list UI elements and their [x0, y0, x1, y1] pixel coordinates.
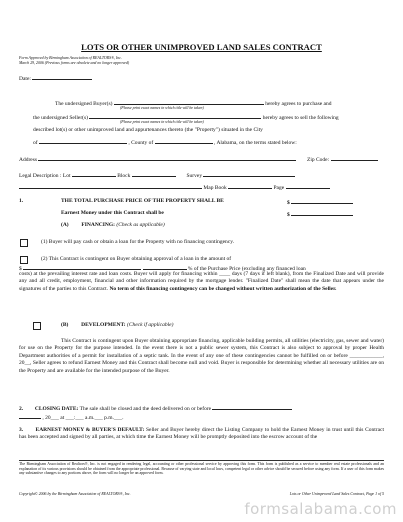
seller-hint: (Please print exact names in which title will be taken) [120, 120, 204, 124]
section-1-title: THE TOTAL PURCHASE PRICE OF THE PROPERTY SHALL BE [61, 198, 224, 204]
zip-line[interactable] [331, 155, 378, 161]
loan-terms-text [19, 271, 384, 293]
disclaimer-text: The Birmingham Association of Realtors®, Inc. is not engaged in rendering legal, accounting or other professional service by approving this form. This form is published as a service to member real estate professionals and an explanation of its various provisions should be obtained from the appropriate professional. Because of varying state and local laws, competent legal or other advice should be secured before using any form. If a user of this form makes any substantive changes to any portions above, the form will no longer be an approved form. [19, 462, 384, 476]
loan-option-checkbox[interactable] [20, 256, 28, 264]
city-label: of [33, 140, 38, 146]
footer-divider [19, 460, 384, 461]
block-line[interactable] [132, 171, 176, 177]
earnest-money-label: Earnest Money under this Contract shall be [61, 210, 164, 216]
page-label: Page [273, 185, 285, 191]
page-line[interactable] [286, 183, 330, 189]
page-title: LOTS OR OTHER UNIMPROVED LAND SALES CONTRACT [81, 42, 322, 52]
closing-day-line[interactable] [19, 413, 41, 419]
seller-name-line[interactable] [89, 113, 261, 119]
section-3-text [19, 427, 384, 442]
described-text: described lot(s) or other unimproved land and appurtenances thereto (the "Property") situated in the City [33, 127, 263, 133]
development-text: This Contract is contingent upon Buyer obtaining appropriate financing, applicable building permits, all utilities (electricity, gas, sewer and water) for use on the Property for the purpose intended. In the event there is not a public sewer system, this Contract is also subject to approval by proper Health Department authorities of a permit for installation of a septic tank. In the event of any one of these contingencies cannot be fulfilled on or before ____________, 20__, Seller agrees to refund Earnest Money and this Contract shall become null and void. Buyer is responsible for determining whether all necessary utilities are on the Property and are available for the intended purpose of the Buyer. [19, 338, 384, 374]
form-date-note: March 29, 2006 (Previous forms are obsolete and no longer approved) [19, 61, 130, 65]
map-prefix-line[interactable] [19, 183, 202, 189]
lot-line[interactable] [72, 171, 116, 177]
closing-date-line[interactable] [212, 404, 292, 410]
earnest-field [287, 210, 353, 218]
closing-row-2 [19, 413, 124, 421]
map-book-label: Map Book [203, 185, 227, 191]
loan-amount-line[interactable] [23, 264, 141, 270]
financing-letter: (A) [61, 222, 69, 228]
price-dollar-sign: $ [287, 200, 290, 206]
section-2-title: CLOSING DATE: [34, 406, 79, 412]
survey-line[interactable] [203, 171, 295, 177]
earnest-dollar-sign: $ [287, 212, 290, 218]
buyer-agreement-text: hereby agrees to purchase and [265, 101, 332, 107]
copyright-text: Copyright© 2006 by the Birmingham Association of REALTORS®, Inc. [19, 492, 131, 496]
cash-option-text: (1) Buyer will pay cash or obtain a loan for the Property with no financing contingency. [41, 239, 235, 245]
block-label: Block [117, 173, 131, 179]
section-3-body: Seller and Buyer hereby direct the Listing Company to hold the Earnest Money in trust until this Contract has been accepted and signed by all parties, at which time the Earnest Money will be promptly deposited into the escrow account of the [19, 427, 385, 441]
survey-label: Survey [186, 173, 203, 179]
county-label: , County of [128, 140, 154, 146]
closing-text: The sale shall be closed and the deed delivered on or before [79, 406, 212, 412]
price-line[interactable] [291, 198, 353, 204]
form-approval-note: Form Approved by Birmingham Association of REALTORS®, Inc. [19, 56, 122, 60]
map-row [19, 183, 330, 191]
section-3-title: EARNEST MONEY & BUYER'S DEFAULT: [35, 427, 145, 433]
date-label: Date: [19, 76, 31, 82]
date-field[interactable] [19, 74, 92, 82]
buyer-label: The undersigned Buyer(s) [55, 101, 113, 107]
loan-percent-line[interactable] [143, 264, 187, 270]
map-book-line[interactable] [228, 183, 272, 189]
development-hint: (Check if applicable) [126, 322, 174, 328]
loan-option-text: (2) This Contract is contingent on Buyer obtaining approval of a loan in the amount of [41, 256, 232, 262]
financing-heading [61, 222, 165, 228]
alabama-text: , Alabama, on the terms stated below: [214, 140, 297, 146]
cash-option-checkbox[interactable] [20, 239, 28, 247]
page-number-text: Lots or Other Unimproved Land Sales Contract, Page 1 of 5 [289, 492, 384, 496]
city-county-row [33, 138, 297, 146]
address-label: Address [19, 157, 38, 163]
loan-terms-body: costs) at the prevailing interest rate and loan costs. Buyer will apply for financing within ____ days (7 days if left blank), from the Finalized Date and will provide any and all credit, employment, financial and other information required by the mortgage lender. "Finalized Date" shall mean the date that appears under the signatures of the parties to this Contract. [19, 271, 384, 292]
financing-title: FINANCING: [81, 222, 116, 228]
development-checkbox[interactable] [33, 322, 41, 330]
seller-label: the undersigned Seller(s) [33, 115, 88, 121]
closing-time-text: , 20___ at ___:___ a.m.___ p.m.___. [42, 415, 124, 421]
seller-agreement-text: hereby agrees to sell the following [262, 115, 339, 121]
section-1-number: 1. [19, 198, 24, 204]
buyer-name-line[interactable] [114, 99, 264, 105]
section-2-number: 2. [19, 406, 24, 412]
city-line[interactable] [39, 138, 127, 144]
legal-lot-label: Legal Description : Lot [19, 173, 71, 179]
date-input-line[interactable] [32, 74, 92, 80]
financing-hint: (Check as applicable) [116, 222, 165, 228]
closing-row [19, 404, 292, 412]
section-3-number: 3. [19, 427, 24, 433]
buyer-hint: (Please print exact names in which title will be taken) [120, 106, 204, 110]
loan-percent-text: % of the Purchase Price (excluding any financed loan [187, 266, 306, 272]
development-letter: (B) [61, 322, 69, 328]
watermark-text: formsalabama.com [244, 500, 397, 518]
county-line[interactable] [155, 138, 213, 144]
development-heading [61, 322, 173, 328]
zip-row [307, 155, 378, 163]
zip-label: Zip Code: [307, 157, 330, 163]
address-row [19, 155, 296, 163]
earnest-line[interactable] [291, 210, 353, 216]
legal-row [19, 171, 295, 179]
loan-dollar-sign: $ [19, 266, 22, 272]
address-line[interactable] [38, 155, 296, 161]
loan-terms-bold: No term of this financing contingency can be changed without written authorization of the Seller. [109, 285, 337, 292]
development-title: DEVELOPMENT: [81, 322, 126, 328]
price-field [287, 198, 353, 206]
